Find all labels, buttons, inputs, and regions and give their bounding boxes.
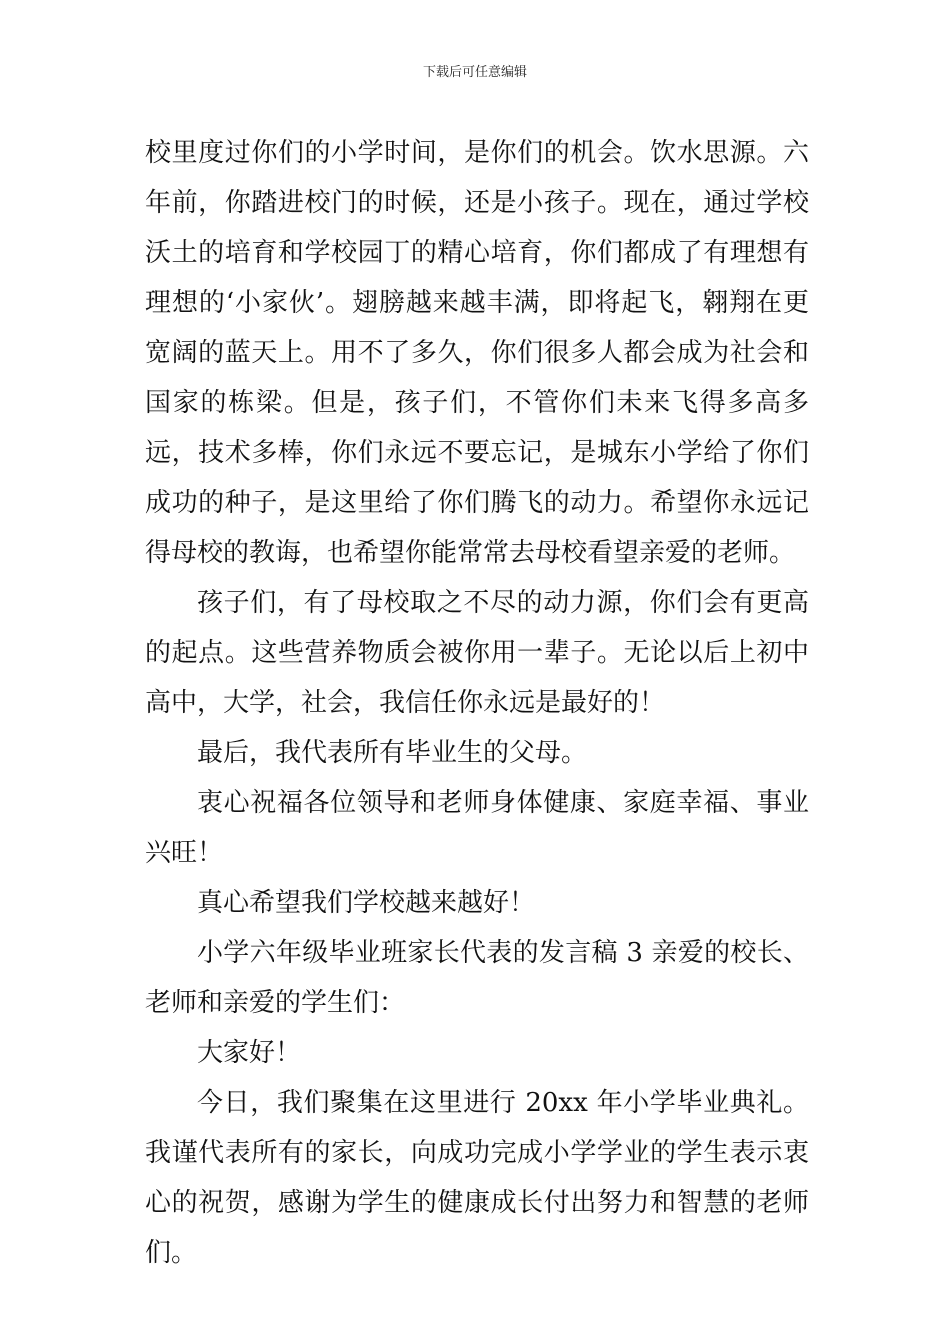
greeting: 大家好！ bbox=[197, 1038, 302, 1068]
paragraph: 衷心祝福各位领导和老师身体健康、家庭幸福、事业兴旺！ bbox=[145, 788, 809, 868]
paragraph: 孩子们，有了母校取之不尽的动力源，你们会有更高的起点。这些营养物质会被你用一辈子。无论以后上初中高中，大学，社会，我信任你永远是最好的！ bbox=[145, 588, 809, 718]
paragraph-continued: 校里度过你们的小学时间，是你们的机会。饮水思源。六年前，你踏进校门的时候，还是小孩子。现在，通过学校沃土的培育和学校园丁的精心培育，你们都成了有理想有理想的‘小家伙’。翅膀越来越丰满，即将起飞，翱翔在更宽阔的蓝天上。用不了多久，你们很多人都会成为社会和国家的栋梁。但是，孩子们，不管你们未来飞得多高多远，技术多棒，你们永远不要忘记，是城东小学给了你们成功的种子，是这里给了你们腾飞的动力。希望你永远记得母校的教诲，也希望你能常常去母校看望亲爱的老师。 bbox=[145, 138, 809, 568]
paragraph: 真心希望我们学校越来越好！ bbox=[197, 888, 536, 918]
page-header: 下载后可任意编辑 bbox=[422, 65, 527, 80]
paragraph: 最后，我代表所有毕业生的父母。 bbox=[197, 738, 588, 768]
document-body bbox=[145, 128, 809, 1278]
paragraph: 今日，我们聚集在这里进行 20xx 年小学毕业典礼。我谨代表所有的家长，向成功完成小学学业的学生表示衷心的祝贺，感谢为学生的健康成长付出努力和智慧的老师们。 bbox=[145, 1088, 809, 1268]
paragraph: 小学六年级毕业班家长代表的发言稿 3 亲爱的校长、老师和亲爱的学生们： bbox=[145, 938, 809, 1018]
